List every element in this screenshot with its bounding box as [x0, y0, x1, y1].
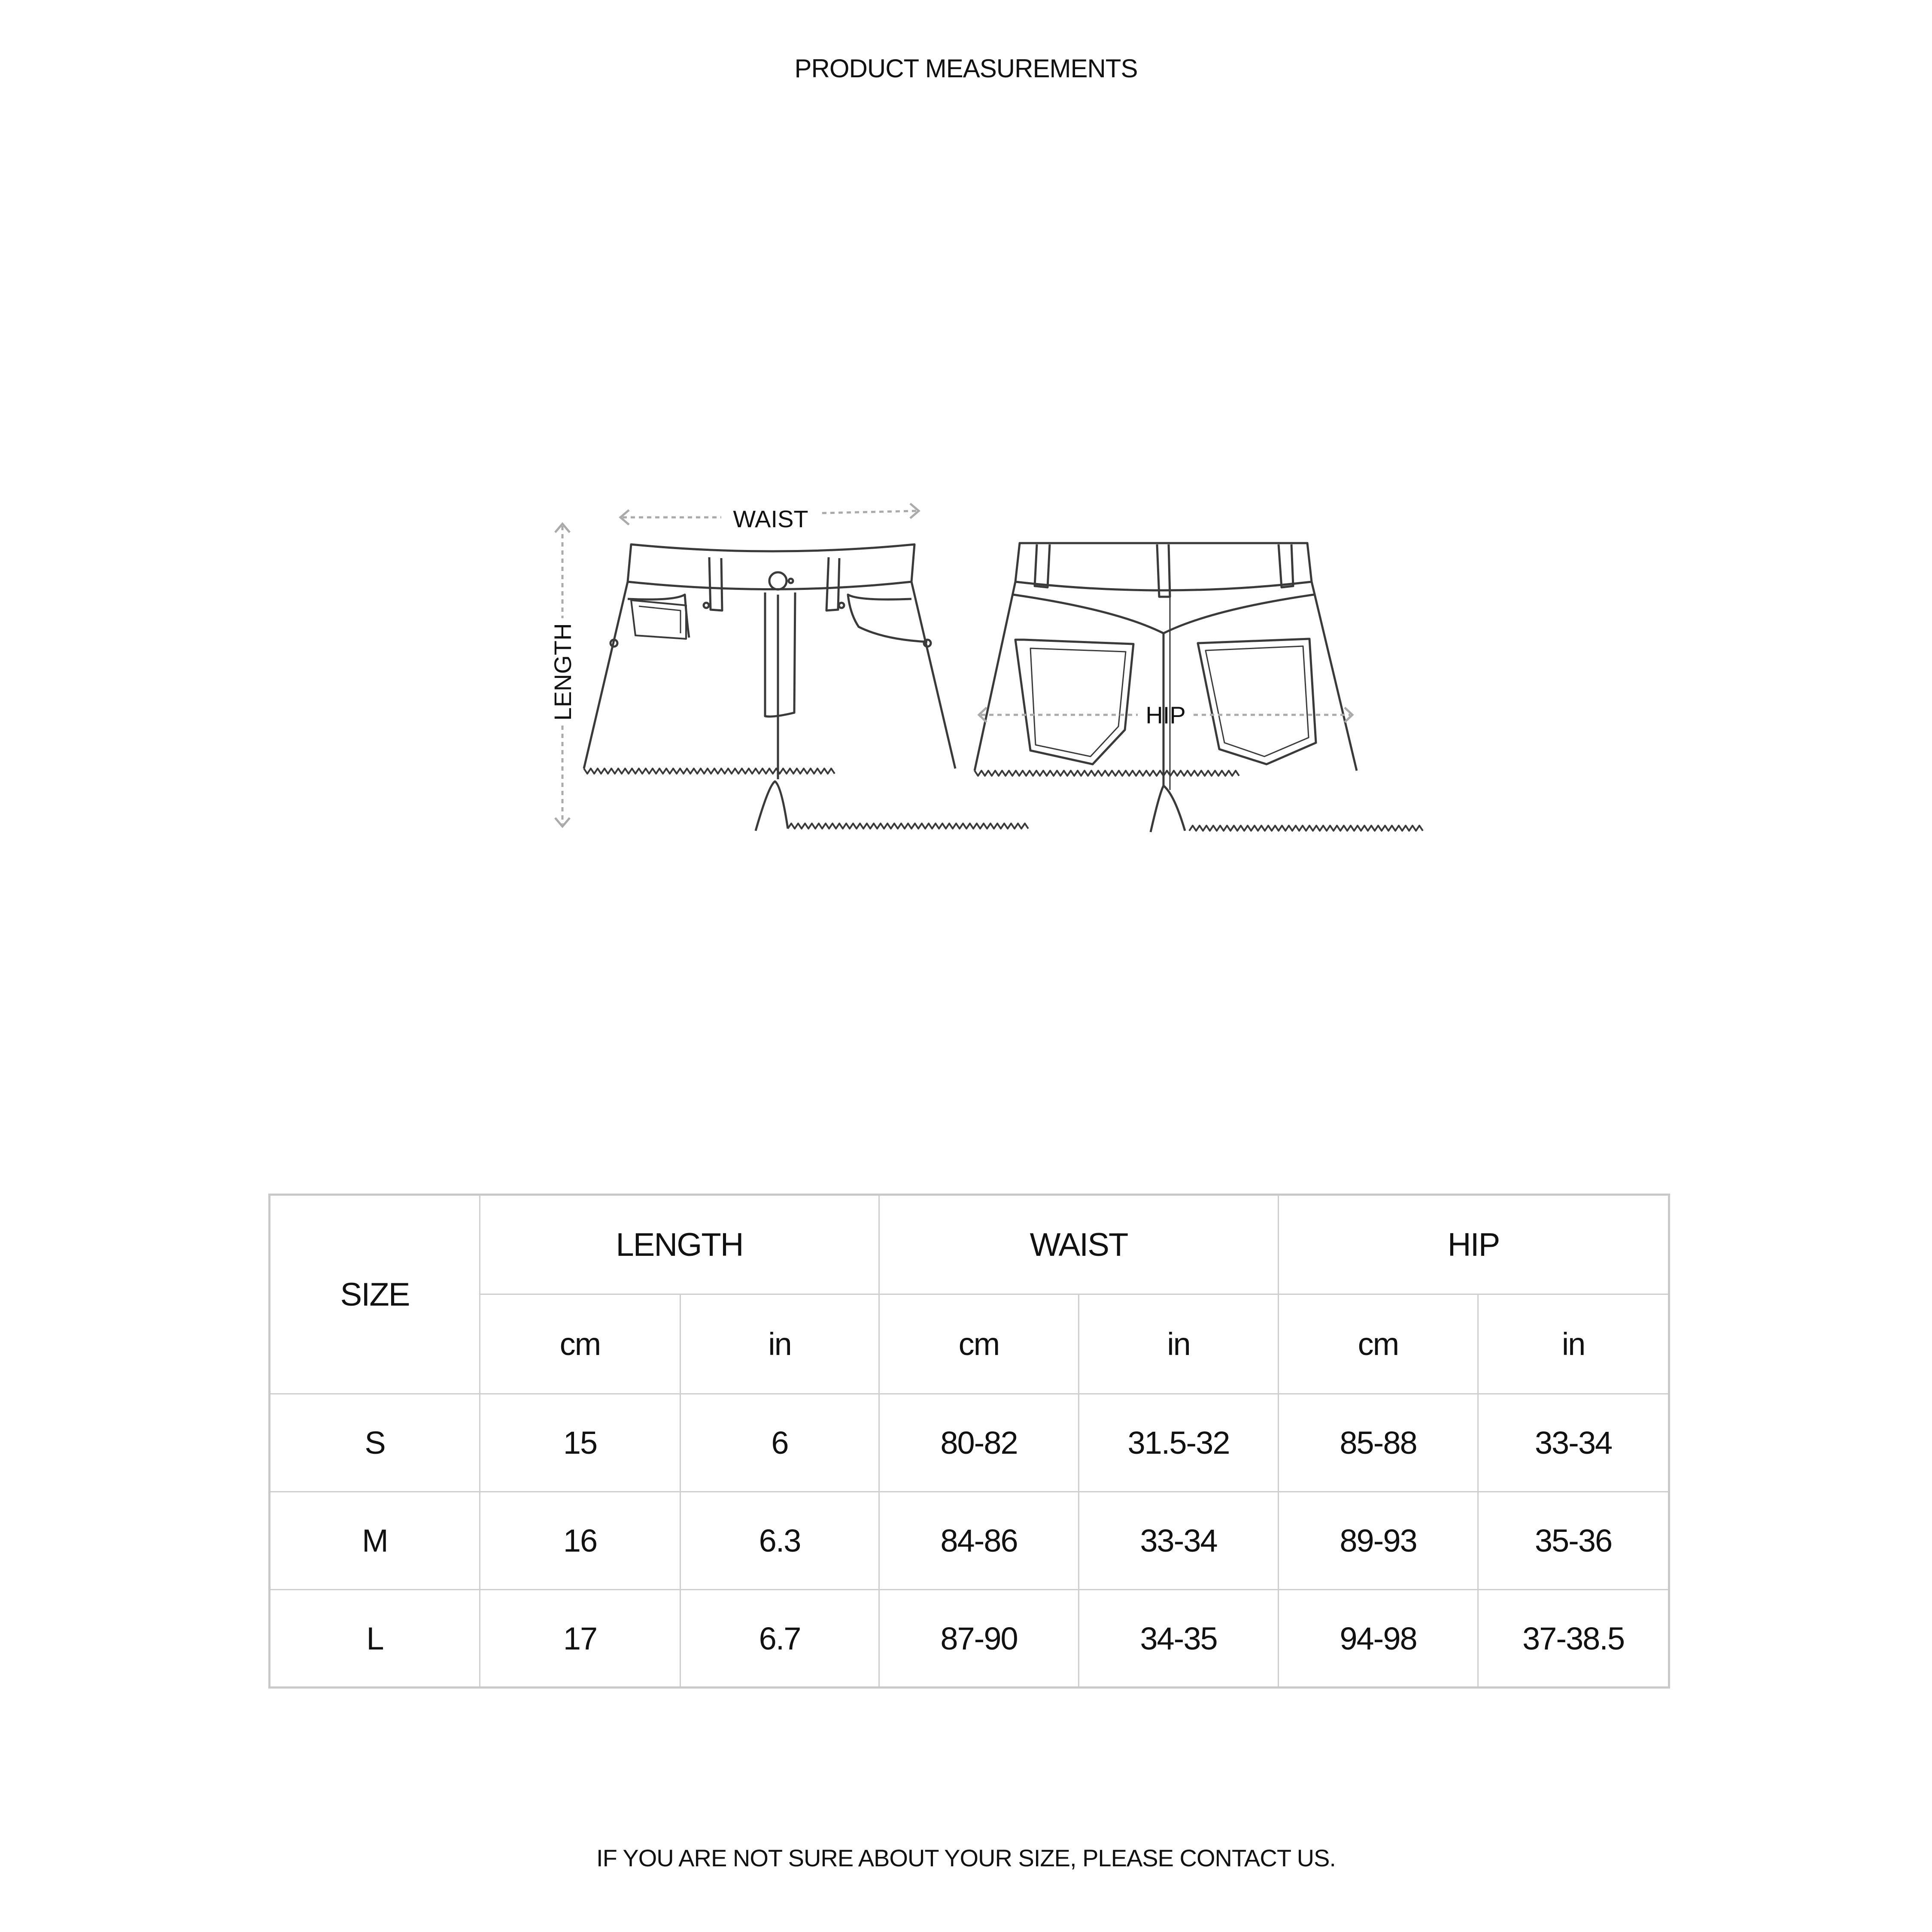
value-cell: 33-34	[1079, 1492, 1279, 1590]
value-cell: 94-98	[1279, 1590, 1478, 1688]
value-cell: 15	[480, 1394, 680, 1492]
size-cell: M	[270, 1492, 480, 1590]
hip-header: HIP	[1279, 1195, 1669, 1294]
value-cell: 6	[680, 1394, 879, 1492]
unit-cell: in	[1478, 1294, 1669, 1394]
value-cell: 31.5-32	[1079, 1394, 1279, 1492]
value-cell: 89-93	[1279, 1492, 1478, 1590]
footer-note: IF YOU ARE NOT SURE ABOUT YOUR SIZE, PLEASE CONTACT US.	[596, 1844, 1336, 1871]
length-header: LENGTH	[480, 1195, 879, 1294]
unit-cell: cm	[480, 1294, 680, 1394]
shorts-back-view	[975, 543, 1423, 832]
size-header: SIZE	[270, 1195, 480, 1394]
shorts-diagram	[0, 0, 1932, 945]
size-chart-table	[268, 1194, 1670, 1689]
table-header-row	[270, 1195, 1669, 1294]
table-row	[270, 1590, 1669, 1688]
value-cell: 84-86	[879, 1492, 1079, 1590]
value-cell: 16	[480, 1492, 680, 1590]
size-cell: L	[270, 1590, 480, 1688]
waist-header: WAIST	[879, 1195, 1279, 1294]
page-title: PRODUCT MEASUREMENTS	[794, 54, 1138, 83]
value-cell: 33-34	[1478, 1394, 1669, 1492]
table-row	[270, 1492, 1669, 1590]
value-cell: 85-88	[1279, 1394, 1478, 1492]
waist-label: WAIST	[733, 505, 808, 532]
value-cell: 17	[480, 1590, 680, 1688]
table-row	[270, 1394, 1669, 1492]
value-cell: 80-82	[879, 1394, 1079, 1492]
value-cell: 35-36	[1478, 1492, 1669, 1590]
value-cell: 37-38.5	[1478, 1590, 1669, 1688]
value-cell: 6.7	[680, 1590, 879, 1688]
unit-cell: in	[1079, 1294, 1279, 1394]
shorts-front-view	[584, 544, 1028, 831]
length-label: LENGTH	[549, 623, 576, 721]
unit-cell: cm	[1279, 1294, 1478, 1394]
value-cell: 34-35	[1079, 1590, 1279, 1688]
unit-cell: cm	[879, 1294, 1079, 1394]
unit-cell: in	[680, 1294, 879, 1394]
value-cell: 87-90	[879, 1590, 1079, 1688]
value-cell: 6.3	[680, 1492, 879, 1590]
size-cell: S	[270, 1394, 480, 1492]
hip-label: HIP	[1145, 702, 1186, 729]
